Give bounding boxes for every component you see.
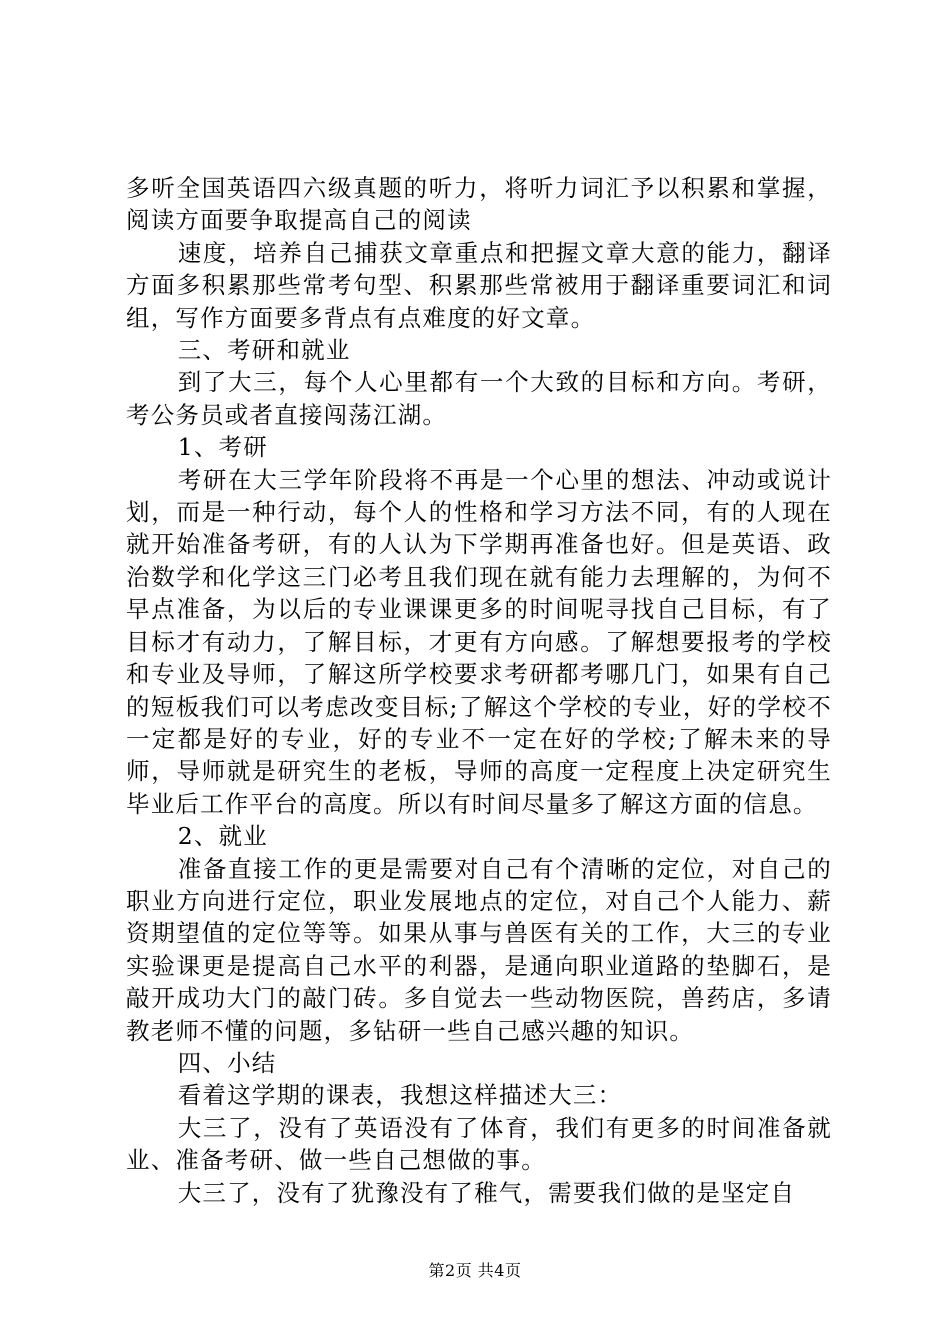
paragraph: 速度，培养自己捕获文章重点和把握文章大意的能力，翻译方面多积累那些常考句型、积累那些常被用于翻译重要词汇和词组，写作方面要多背点有点难度的好文章。 [126,238,832,332]
page-number-label: 第2页 共4页 [428,1261,522,1280]
paragraph: 到了大三，每个人心里都有一个大致的目标和方向。考研，考公务员或者直接闯荡江湖。 [126,368,832,429]
paragraph: 准备直接工作的更是需要对自己有个清晰的定位，对自己的职业方向进行定位，职业发展地点的定位，对自己个人能力、薪资期望值的定位等等。如果从事与兽医有关的工作，大三的专业实验课更是提高自己水平的利器，是通向职业道路的垫脚石，是敲开成功大门的敲门砖。多自觉去一些动物医院，兽药店，多请教老师不懂的问题，多钻研一些自己感兴趣的知识。 [126,854,832,1045]
paragraph: 大三了，没有了英语没有了体育，我们有更多的时间准备就业、准备考研、做一些自己想做的事。 [126,1113,832,1175]
subsection-heading: 1、考研 [177,433,268,462]
paragraph: 多听全国英语四六级真题的听力，将听力词汇予以积累和掌握，阅读方面要争取提高自己的阅读 [126,174,832,235]
section-heading: 四、小结 [177,1048,277,1077]
paragraph: 看着这学期的课表，我想这样描述大三： [177,1081,623,1110]
page-footer [0,1258,950,1281]
paragraph: 考研在大三学年阶段将不再是一个心里的想法、冲动或说计划，而是一种行动，每个人的性格和学习方法不同，有的人现在就开始准备考研，有的人认为下学期再准备也好。但是英语、政治数学和化学这三门必考且我们现在就有能力去理解的，为何不早点准备，为以后的专业课课更多的时间呢寻找自己目标，有了目标才有动力，了解目标，才更有方向感。了解想要报考的学校和专业及导师，了解这所学校要求考研都考哪几门，如果有自己的短板我们可以考虑改变目标;了解这个学校的专业，好的学校不一定都是好的专业，好的专业不一定在好的学校;了解未来的导师，导师就是研究生的老板，导师的高度一定程度上决定研究生毕业后工作平台的高度。所以有时间尽量多了解这方面的信息。 [126,465,832,818]
document-body [126,172,832,1209]
section-heading: 三、考研和就业 [177,336,351,365]
subsection-heading: 2、就业 [177,822,268,851]
paragraph: 大三了，没有了犹豫没有了稚气，需要我们做的是坚定自 [177,1178,796,1207]
